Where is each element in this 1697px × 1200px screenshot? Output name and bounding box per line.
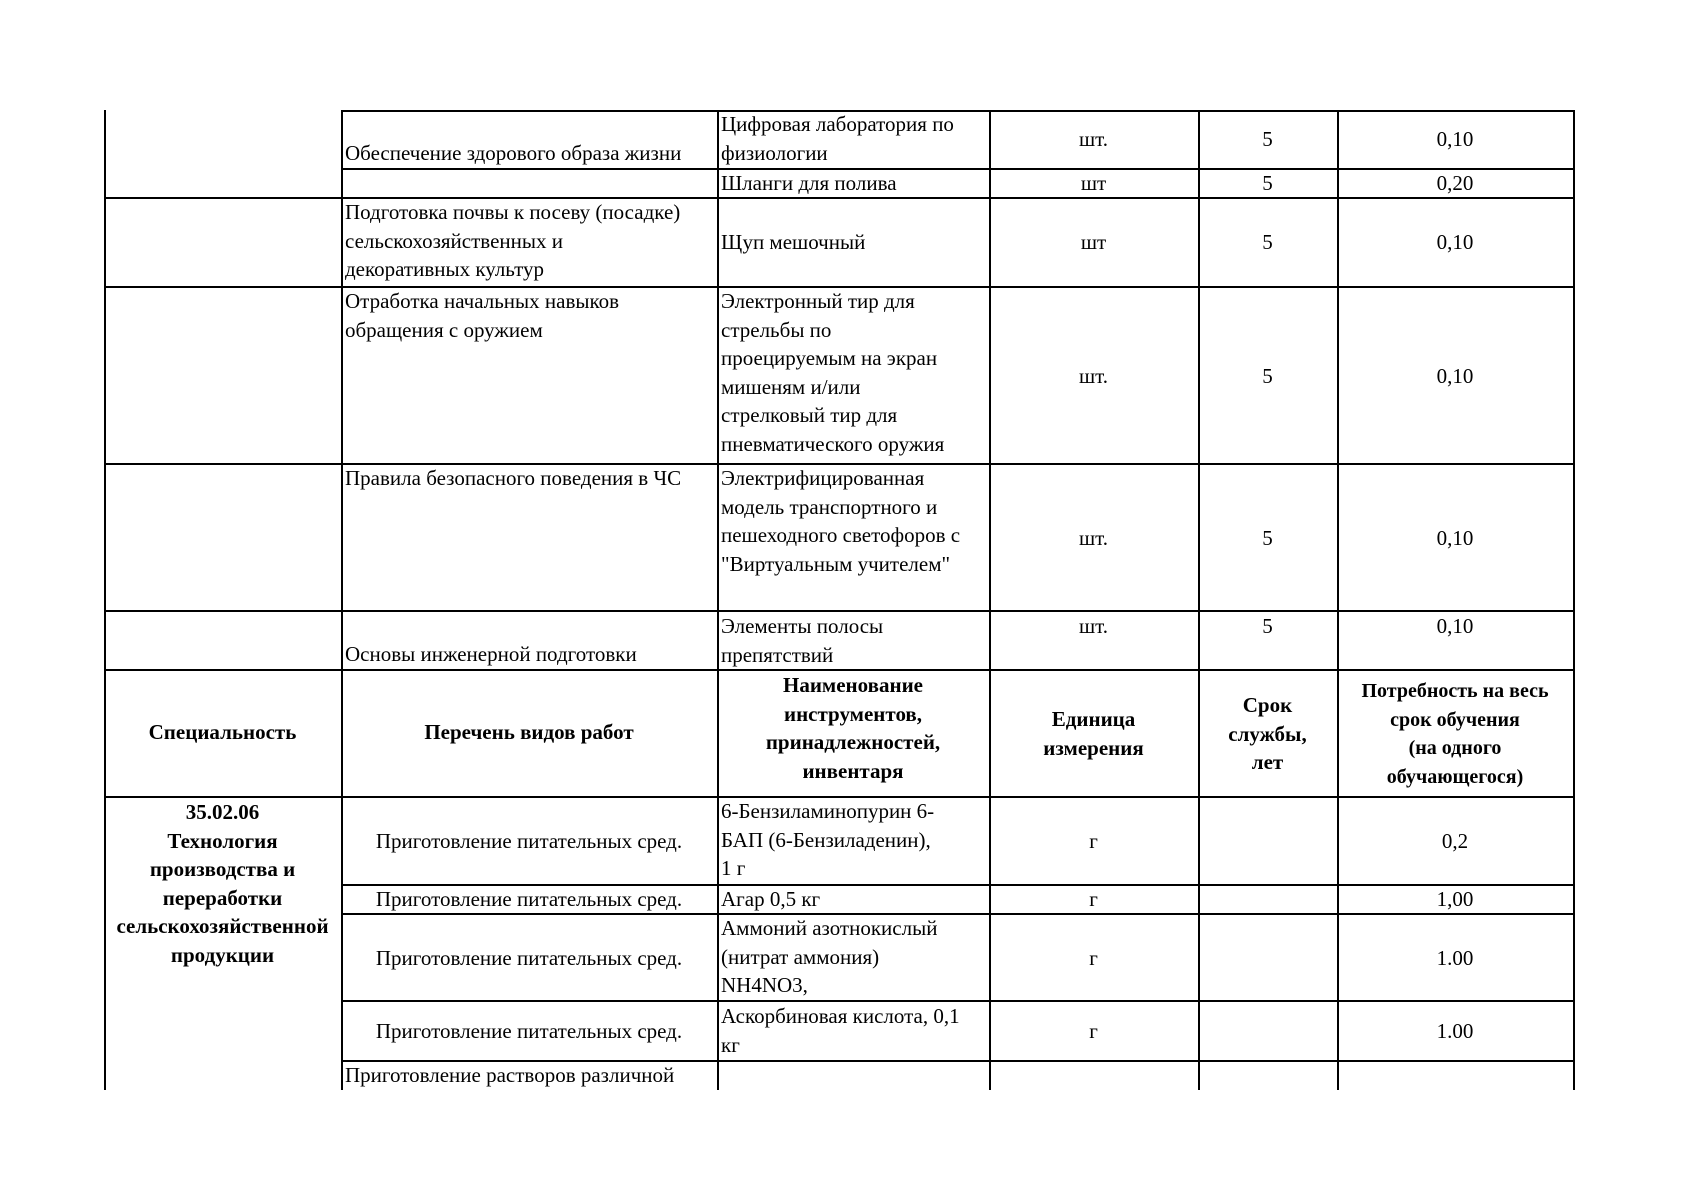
work-type-cell: Обеспечение здорового образа жизни: [345, 141, 682, 165]
need-cell: 0,10: [1436, 364, 1474, 388]
unit-cell: шт.: [1078, 127, 1109, 151]
tool-name-cell: Электронный тир для стрельбы по проецируемым на экран мишеням и/или стрелковый тир для пневматического оружия: [721, 289, 945, 456]
need-cell: 0,10: [1436, 526, 1474, 550]
table-rule: [1337, 110, 1339, 1090]
service-life-cell: 5: [1262, 364, 1273, 388]
service-life-cell: 5: [1262, 526, 1273, 550]
header-tool-name: Наименование инструментов, принадлежностей, инвентаря: [765, 673, 941, 783]
work-type-cell: Приготовление питательных сред.: [375, 887, 683, 911]
tool-name-cell: Электрифицированная модель транспортного и пешеходного светофоров с "Виртуальным учителем": [721, 466, 961, 576]
work-type-cell: Подготовка почвы к посеву (посадке) сельскохозяйственных и декоративных культур: [345, 200, 681, 281]
unit-cell: шт.: [1078, 526, 1109, 550]
table-rule: [1198, 110, 1200, 1090]
work-type-cell: Приготовление питательных сред.: [375, 829, 683, 853]
header-work-types: Перечень видов работ: [424, 720, 634, 744]
need-cell: 0,10: [1436, 230, 1474, 254]
unit-cell: шт: [1080, 230, 1107, 254]
need-cell: 0,20: [1436, 171, 1474, 195]
need-cell: 1,00: [1436, 887, 1474, 911]
header-service-life: Срок службы, лет: [1228, 693, 1307, 774]
need-cell: 1.00: [1436, 946, 1474, 970]
unit-cell: шт.: [1078, 364, 1109, 388]
unit-cell: г: [1089, 946, 1098, 970]
work-type-cell: Отработка начальных навыков обращения с оружием: [345, 289, 620, 342]
work-type-cell: Приготовление питательных сред.: [375, 1019, 683, 1043]
service-life-cell: 5: [1262, 127, 1273, 151]
header-specialty: Специальность: [148, 720, 297, 744]
tool-name-cell: 6-Бензиламинопурин 6- БАП (6-Бензиладенин), 1 г: [721, 799, 935, 880]
work-type-cell: Правила безопасного поведения в ЧС: [345, 466, 682, 490]
header-unit: Единица измерения: [1043, 707, 1144, 760]
tool-name-cell: Агар 0,5 кг: [721, 887, 821, 911]
unit-cell: г: [1089, 887, 1098, 911]
header-need: Потребность на весь срок обучения (на одного обучающегося): [1361, 680, 1549, 788]
service-life-cell: 5: [1262, 171, 1273, 195]
unit-cell: шт: [1080, 171, 1107, 195]
table-rule: [1573, 110, 1575, 1090]
need-cell: 0,2: [1441, 829, 1469, 853]
table-rule: [989, 110, 991, 1090]
unit-cell: шт.: [1078, 614, 1109, 638]
service-life-cell: 5: [1262, 614, 1273, 638]
tool-name-cell: Аммоний азотнокислый (нитрат аммония) NH4NO3,: [721, 916, 938, 997]
work-type-cell: Приготовление питательных сред.: [375, 946, 683, 970]
unit-cell: г: [1089, 1019, 1098, 1043]
need-cell: 0,10: [1436, 614, 1474, 638]
tool-name-cell: Щуп мешочный: [721, 230, 866, 254]
work-type-cell: Основы инженерной подготовки: [345, 642, 637, 666]
unit-cell: г: [1089, 829, 1098, 853]
tool-name-cell: Элементы полосы препятствий: [721, 614, 884, 667]
need-cell: 1.00: [1436, 1019, 1474, 1043]
specialty-cell: 35.02.06 Технология производства и переработки сельскохозяйственной продукции: [116, 800, 329, 967]
need-cell: 0,10: [1436, 127, 1474, 151]
tool-name-cell: Цифровая лаборатория по физиологии: [721, 112, 954, 165]
service-life-cell: 5: [1262, 230, 1273, 254]
work-type-cell: Приготовление растворов различной: [345, 1063, 675, 1087]
tool-name-cell: Аскорбиновая кислота, 0,1 кг: [721, 1004, 960, 1057]
tool-name-cell: Шланги для полива: [721, 171, 897, 195]
